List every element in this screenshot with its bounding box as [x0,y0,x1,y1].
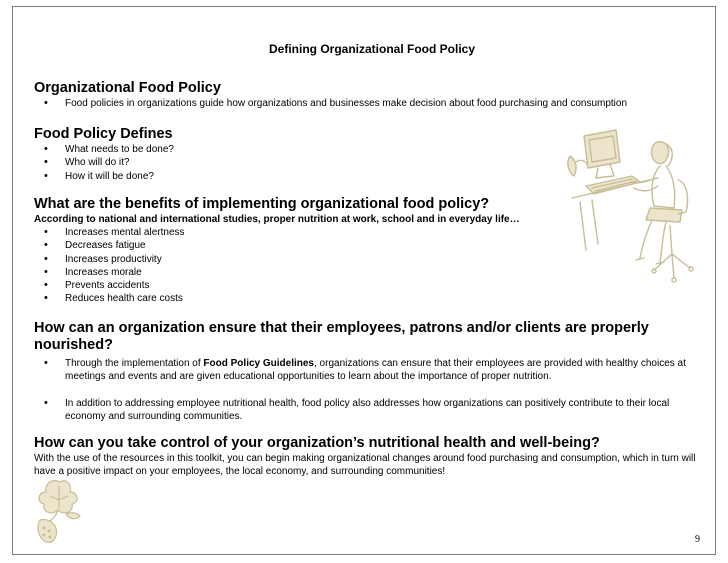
list-item: • How it will be done? [34,170,699,183]
section-heading [34,320,699,354]
section-heading: What are the benefits of implementing organizational food policy? [34,196,490,212]
section-ensure-nourished [34,320,699,423]
document-title: Defining Organizational Food Policy [268,42,475,56]
list-item: • Decreases fatigue [34,239,699,252]
section-heading: Food Policy Defines [34,126,173,142]
bullet-text-pre: Through the implementation of [65,358,204,369]
list-item: • Reduces health care costs [34,292,699,305]
bullet-list [34,97,699,110]
list-item: • Increases productivity [34,253,699,266]
food-policy-guidelines-term: Food Policy Guidelines [203,358,314,369]
list-item: • Who will do it? [34,156,699,169]
list-item: • Increases morale [34,266,699,279]
heading-line-1: How can an organization ensure that their employees, patrons and/or clients are properly [34,320,649,336]
list-item [34,357,699,384]
strawberry-plant-illustration [30,476,92,548]
section-organizational-food-policy [34,80,699,110]
page-number: 9 [695,534,700,545]
heading-line-2: nourished? [34,337,113,353]
section-body: With the use of the resources in this toolkit, you can begin making organizational changes around food purchasing and consumption, which in turn will have a positive impact on your employees, the local economy, and surrounding communities! [34,453,696,477]
section-subheading: According to national and international studies, proper nutrition at work, school and in everyday life… [34,214,520,225]
section-heading: Organizational Food Policy [34,80,221,96]
list-item: • Food policies in organizations guide how organizations and businesses make decision about food purchasing and consumption [34,97,699,110]
list-item: • In addition to addressing employee nutritional health, food policy also addresses how organizations can positively contribute to their local economy and surrounding communities. [34,397,699,424]
woman-at-computer-illustration [562,122,700,290]
list-item: • What needs to be done? [34,143,699,156]
list-item: • Increases mental alertness [34,226,699,239]
list-item: • Prevents accidents [34,279,699,292]
bullet-text-post: , organizations can ensure that their employees are provided with healthy choices at meetings and events and are given educational opportunities to learn about the importance of proper nutrition. [65,358,686,383]
section-heading: How can you take control of your organization’s nutritional health and well-being? [34,435,600,451]
section-take-control [34,435,699,478]
bullet-list [34,357,699,423]
